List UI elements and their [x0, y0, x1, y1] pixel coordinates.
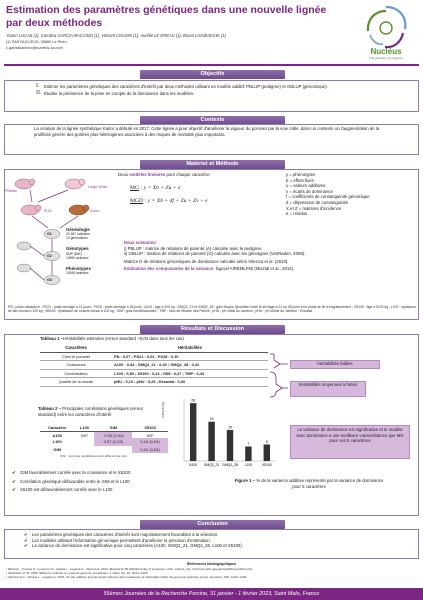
chart-bars [190, 403, 270, 461]
table-row [40, 378, 268, 387]
genealogie-label: Généalogie [66, 227, 90, 232]
conclusion-text: La variance de dominance est significative pour cinq caractères (A100, GMQ2_21, GMQ2_28, L100 et X5100). [32, 543, 243, 549]
genotypes-label: Génotypes [66, 246, 89, 252]
check-icon: ✔ [24, 532, 28, 537]
chart-tick-label: X5100 [261, 463, 272, 467]
conclusion-list [24, 532, 414, 549]
equation-mgd [130, 198, 208, 204]
conclusion-text: Les paramètres génétiques des caractères d'intérêt sont majoritairement favorables à la sélection. [32, 532, 219, 537]
callout-heritabilites-faibles: héritabilités faibles [290, 360, 380, 369]
conclusion-banner: Conclusion [140, 520, 285, 529]
data-sources [66, 228, 118, 276]
phenotypes-label: Phénotypes [66, 265, 91, 271]
authors: Yoann LUCAS (1), Carolina GARCIA-BACCINO (1), Vincent COUSIN (1), Aurélie LE DREAU (1), Bruno LIGNEISCHE (1) [6, 33, 226, 38]
reference-item: • VanRaden P. M. 2008. Efficient methods to compute genomic predictions. J. Dairy Sci. 91, 4414–4423. [6, 571, 149, 575]
label-g1: G1 [47, 232, 52, 236]
check-text: Corrélation génétique défavorable entre le GIM et le L100 [20, 478, 130, 484]
callout-dominance: La variance de dominance est significative et le modèle avec dominance a une meilleure vraisemblance que MG pour ces 5 caractères [290, 425, 410, 459]
chart-data-label: 19 [209, 417, 214, 422]
label-duroc: Duroc [90, 209, 100, 213]
scenario-2: ii) GBLUP : matrice de relations de parenté (G) calculée avec les génotypes (VanRaden, 2008). [124, 251, 306, 257]
table2-note: ¹NS : n'est pas significativement différent de zéro [60, 454, 128, 458]
table-cell: L100 : 0,53 ; X5100 : 0,42 ; GIM : 0,47 ; TMP : 0,43 [112, 369, 268, 378]
objectif-number: I. [36, 83, 40, 89]
contexte-banner: Contexte [140, 116, 285, 125]
table-cell: NS¹ [80, 432, 88, 438]
equation-mgd-label: MGD [130, 198, 144, 204]
pig-plw-icon [21, 205, 41, 215]
chart-caption-bold: Figure 1 – [234, 478, 256, 483]
table-cell: Chez le porcelet [40, 352, 112, 361]
table1-caption [40, 336, 340, 342]
table-header-cell: Caractères [40, 344, 112, 352]
equation-mg [130, 185, 180, 191]
table-cell [74, 446, 94, 453]
table-cell: Qualité de la viande [40, 378, 112, 387]
chart-data-label: 8 [265, 439, 268, 444]
chart-tick-label: GMQ2_21 [203, 463, 220, 467]
chart-tick-label: L100 [244, 463, 253, 467]
check-icon: ✔ [12, 487, 16, 493]
contact-email[interactable]: c.garciabaccino@nucleus-sa.com [6, 46, 63, 50]
equation-mg-body: : y = Xb + Zu + e [139, 185, 181, 191]
table-cell [94, 446, 132, 453]
check-icon: ✔ [12, 478, 16, 484]
chart-caption [232, 478, 386, 489]
chart-caption-text: % de la variance additive représenté par la variance de dominance pour 5 caractères [255, 478, 384, 489]
chart-data-label: 28 [191, 398, 196, 403]
chart-bar [208, 422, 214, 461]
legend-item: e = résidus [286, 211, 308, 217]
chart-bar [264, 444, 270, 461]
scenarios-title: Deux scénarios: [124, 240, 158, 245]
footer-banner: 55èmes Journées de la Recherche Porcine, 31 janvier - 1 février 2023, Saint Malo, France [0, 588, 423, 600]
models-intro-b: modèles linéaires [129, 172, 166, 177]
table-cell: pHU : 0,13 ; pHU : 0,26 ; Exsudat : 0,30 [112, 378, 268, 387]
label-large-white: Large White [88, 185, 108, 189]
table-cell [74, 438, 94, 445]
table-row [40, 361, 268, 370]
brace-icon [268, 352, 290, 398]
table-row [40, 446, 168, 453]
poster-title: Estimation des paramètres génétiques dans une nouvelle lignée par deux méthodes [6, 4, 327, 29]
materiel-banner: Matériel et Méthode [140, 160, 285, 169]
contexte-text: La création de la lignée synthétique Kador a débuté en 2017. Cette lignée a pour objectif d'améliorer la vigueur du porcelet par la voie mâle, dans un contexte où l'augmentation de la prolificité génère des portées plus hétérogènes associées à des risques de mortalité plus importants. [34, 126, 380, 137]
table1-caption-bold: Tableau 1 – [40, 336, 64, 341]
chart-bar [245, 447, 251, 461]
check-icon: ✔ [24, 537, 28, 543]
phenotypes-detail: 10590 animaux [66, 271, 89, 276]
table-row [40, 352, 268, 361]
chart-tick-label: A100 [189, 463, 198, 467]
pig-breeder-right-icon [17, 264, 31, 272]
logo-wordmark: Nucléus [370, 47, 402, 56]
equation-mgd-body: : y = Xb + df + Zu + Zv + e [143, 198, 208, 204]
pig-breeder-left-icon [17, 242, 31, 250]
table-row [40, 431, 168, 438]
table-header-row [40, 424, 168, 431]
references-list [6, 567, 418, 579]
table2-caption-bold: Tableau 2 – [38, 406, 62, 411]
variance-software: logiciel AIREMLF90 (Misztal et al., 2014). [214, 266, 295, 272]
table-row [40, 438, 168, 445]
callout-heritabilites-moyennes: héritabilités moyennes à fortes [290, 381, 366, 397]
check-icon: ✔ [12, 470, 16, 475]
table2-caption-text: Principales corrélations génétiques (erreur standard) entre les caractères d'intérêt [38, 406, 144, 417]
objectif-number: II. [36, 89, 42, 96]
check-item [12, 479, 232, 485]
check-item [12, 487, 232, 493]
table-cell: 0,57 (0,03) [94, 438, 132, 445]
logo-tagline: The genetics for progress [368, 56, 404, 60]
table-header-cell: L100 [74, 424, 94, 431]
label-pietrain: Piétrain [5, 189, 18, 193]
objectif-text: Estimer les paramètres génétiques des caractères d'intérêt par deux méthodes utilisant un modèle additif: PBLUP (pedigree) et GBLUP (génomique). [44, 84, 328, 89]
label-g2: G2 [47, 254, 52, 258]
pig-large-white-icon [65, 179, 85, 189]
equation-legend [286, 172, 416, 217]
label-plw: PLW [44, 209, 52, 213]
check-icon: ✔ [24, 543, 28, 549]
legend-item: y = phénotypes [286, 172, 316, 177]
table-cell: GIM [53, 446, 61, 452]
correlation-checks [12, 470, 232, 493]
check-text: X5100 est défavorablement corrélé avec le L100 [20, 487, 113, 493]
chart-data-label: 7 [247, 442, 250, 447]
correlation-table [40, 424, 168, 453]
resultats-banner: Résultats et Discussion [140, 325, 285, 334]
objectif-item [36, 91, 366, 97]
legend-item: b = effets fixes [286, 177, 314, 183]
references-title: Références bibliographiques [186, 562, 237, 566]
dominance-bar-chart [170, 395, 280, 473]
legend-item: X et Z = matrices d'incidence [286, 205, 342, 211]
table-cell: A100 [52, 432, 62, 438]
conclusion-text: Les modèles utilisant l'information génomique permettent d'améliorer la précision d'estimation. [32, 537, 211, 543]
pig-pietrain-icon [15, 179, 35, 189]
scenarios [124, 240, 414, 272]
table-header-cell: X5100 [132, 424, 168, 431]
table-cell: L100 [52, 439, 62, 445]
legend-item: u = valeurs additives [286, 183, 326, 189]
heritability-table [40, 344, 268, 387]
table-cell: Croissance [40, 361, 112, 370]
chart-bar [190, 403, 196, 461]
table2-caption [38, 406, 156, 417]
check-text: GIM favorablement corrélé avec la croissance et le X5100 [20, 470, 131, 475]
variance-estimation [124, 266, 414, 272]
chart-bar [227, 430, 233, 461]
table-row [40, 369, 268, 378]
objectif-item [36, 84, 366, 90]
objectif-text: Étudier la pertinence de la prise en compte de la dominance dans les modèles. [44, 90, 195, 96]
table-cell: 0,16 (0,04) [132, 438, 168, 445]
table-header-row [40, 344, 268, 352]
pig-duroc-icon [69, 205, 89, 215]
reference-item: • Misztal I., Tsuruta S., Lourenco D., Aguilar I., Legarra A., Vitezica Z. 2014. Manual for BLUPF90 family of programs. UGA, Athens, GA. http://nce.ads.uga.edu/wiki/lib/exe/fetch.php [6, 567, 253, 571]
table-cell: A100 : 0,34 ; GMQ2_21 : 0,40 ; GMQ2_28 : 0,41 [112, 361, 268, 370]
models-intro-a: Deux [118, 172, 130, 177]
dominance-matrix: Matrice D de relations génomiques de dominance calculée selon Vitezica et al. (2013). [124, 258, 289, 264]
chart-ylabel: σ²D/σ²P (%) [161, 401, 165, 418]
table-cell: NS¹ [146, 432, 154, 438]
poster-header [0, 0, 423, 70]
genealogie-detail: 22 467 individus 10 générations [66, 232, 90, 241]
legend-item: d = dépression de consanguinité [286, 199, 348, 205]
affiliation: (1) SAS NUCLEUS, 35650 Le Rheu [6, 40, 67, 44]
models-intro [118, 172, 278, 178]
scenario-1: i) PBLUP : matrice de relations de parenté (A) calculée avec le pedigree. [124, 245, 263, 251]
chart-data-label: 15 [228, 425, 232, 430]
legend-item: v = écarts de dominance [286, 188, 333, 194]
legend-item: f = coefficients de consanguinité génomique [286, 194, 370, 200]
variance-title: Estimation des composantes de la variance: [124, 266, 215, 272]
table-cell: PN : 0,07 ; PS21 : 0,04 ; PS28 : 0,10 [112, 352, 268, 361]
objectifs-banner: Objectifs [140, 70, 285, 79]
table1-caption-text: Héritabilités estimées (erreur standard ~0,03 dans tous les cas) [63, 336, 184, 341]
genotypes-detail: SNP (60K) 10590 animaux [66, 251, 89, 260]
label-g3: G3 [47, 278, 52, 282]
chart-tick-labels [189, 463, 272, 467]
table-cell: 0,24 (0,04) [132, 446, 168, 453]
conclusion-item [24, 543, 414, 549]
check-item [12, 470, 232, 476]
abbreviations: PN : poids naissance ; PS21 : poids sevrage à 21 jours ; PS28 : poids sevrage à 28 jours ; A100 : âge à 100 kg ; GMQ2_21 et GMQ2_28 : gain Moyen Quotidien entre le sevrage à 21 ou 28 jours et le poids de fin d'engraissement ; X5100 : âge à 5100 kg ; L100 : épaisseur de lard dorsal à 100 kg ; M5100 : épaisseur de muscle dorsal à 100 kg ; GIM : gras IntraMusculaire ; TMP : taux de Muscle des Pièces ; pHU : pH initial du Jambon ; pHU : pH ultime du Jambon ; Exsudat [8, 305, 416, 314]
reference-item: • Vitezica Z.G., Varona L., Legarra A. 2013. On the additive and dominant variance and covariance of individuals within the genomic selection scope. Genetics, 195, 1223–1230. [6, 575, 248, 579]
table-cell: Conformation [40, 369, 112, 378]
chart-tick-label: GMQ2_28 [222, 463, 238, 467]
table-header-cell: Caractère [40, 424, 74, 431]
table-header-cell: Héritabilités [112, 344, 268, 352]
equation-mg-label: MG [130, 185, 140, 191]
objectifs-list [36, 84, 366, 97]
header-divider [4, 64, 419, 66]
table-cell: -0,30 (0,04) [94, 431, 132, 438]
table-header-cell: GIM [94, 424, 132, 431]
models-intro-c: pour chaque caractère: [165, 172, 211, 177]
